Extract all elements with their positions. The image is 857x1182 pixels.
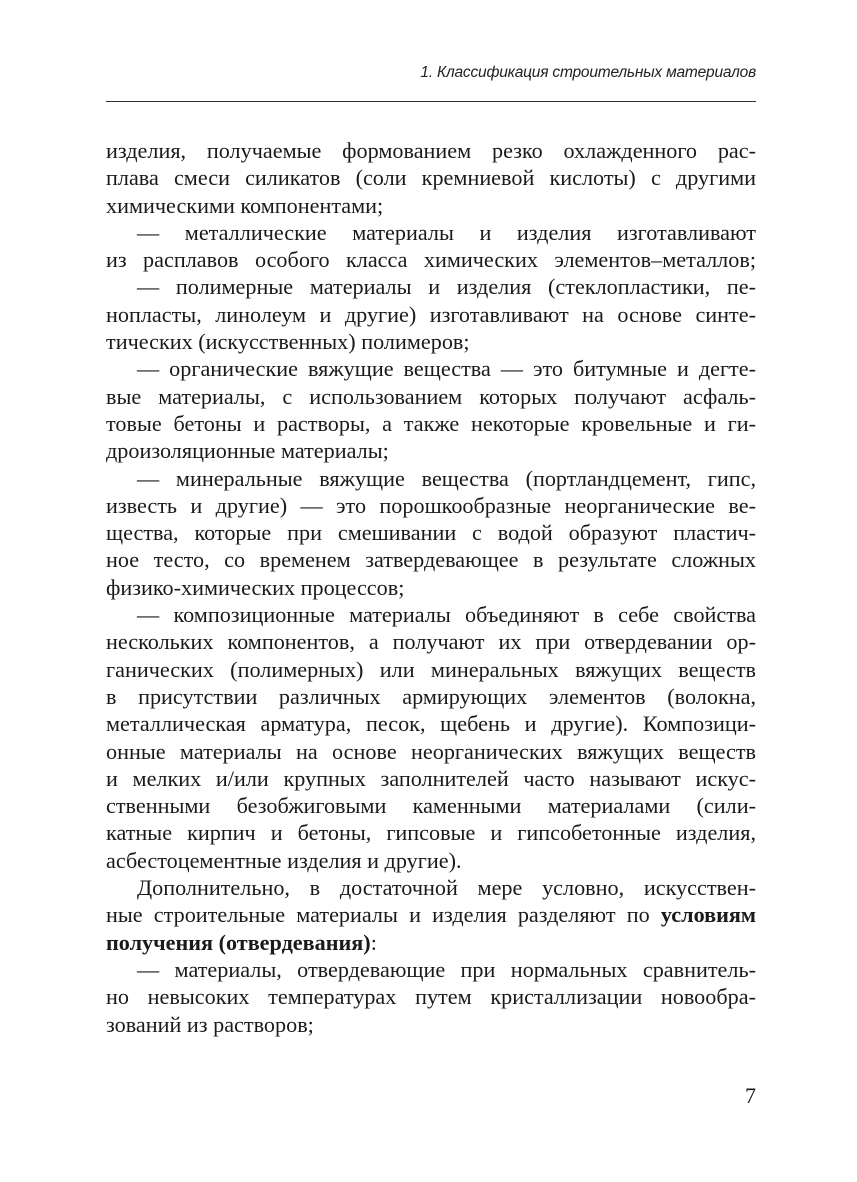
text-line: и мелких и/или крупных заполнителей часто называют искус- [106,765,756,791]
bold-term: получения (отвердевания) [106,929,371,955]
text-line: онные материалы на основе неорганических вяжущих веществ [106,738,756,764]
text-line: плава смеси силикатов (соли кремниевой кислоты) с другими [106,165,756,191]
body-text [106,137,756,1038]
text-line: изделия, получаемые формованием резко охлажденного рас- [106,138,756,163]
text-line: металлическая арматура, песок, щебень и другие). Композици- [106,711,756,737]
text-line: — полимерные материалы и изделия (стеклопластики, пе- [137,274,756,300]
text-run: : [370,929,377,955]
page-number: 7 [745,1083,756,1108]
text-line: вые материалы, с использованием которых получают асфаль- [106,383,756,409]
text-line: тических (искусственных) полимеров; [106,329,470,355]
text-run: ные строительные материалы и изделия разделяют по [106,902,661,928]
text-line: катные кирпич и бетоны, гипсовые и гипсобетонные изделия, [106,820,756,846]
text-line: зований из растворов; [106,1011,314,1037]
text-line: ное тесто, со временем затвердевающее в результате сложных [106,547,756,573]
text-line: товые бетоны и растворы, а также некоторые кровельные и ги- [106,410,756,436]
running-head: 1. Классификация строительных материалов [420,64,756,81]
text-line: — органические вяжущие вещества — это битумные и дегте- [137,356,756,382]
paragraph [106,137,756,219]
text-line: щества, которые при смешивании с водой образуют пластич- [106,520,756,546]
paragraph [106,601,756,874]
text-line: химическими компонентами; [106,192,384,218]
paragraph [106,465,756,601]
paragraph [106,219,756,274]
text-line: — композиционные материалы объединяют в себе свойства [137,602,756,628]
text-line: — металлические материалы и изделия изготавливают [137,219,756,245]
text-line: Дополнительно, в достаточной мере условно, искусствен- [137,875,756,901]
text-line: дроизоляционные материалы; [106,438,389,464]
paragraph [106,874,756,956]
text-line: физико-химических процессов; [106,574,405,600]
text-line: — материалы, отвердевающие при нормальных сравнитель- [137,956,756,982]
text-line: из расплавов особого класса химических элементов–металлов; [106,247,756,273]
paragraph [106,956,756,1038]
text-line [106,901,756,928]
text-line: нескольких компонентов, а получают их при отвердевании ор- [106,629,756,655]
text-line: ственными безобжиговыми каменными материалами (сили- [106,793,756,819]
bold-term: условиям [660,902,756,928]
text-line: но невысоких температурах путем кристаллизации новообра- [106,984,756,1010]
text-line: в присутствии различных армирующих элементов (волокна, [106,683,756,709]
text-line: асбестоцементные изделия и другие). [106,847,462,873]
paragraph [106,355,756,464]
text-line: ганических (полимерных) или минеральных вяжущих веществ [106,656,756,682]
text-line: известь и другие) — это порошкообразные неорганические ве- [106,492,756,518]
header-rule [106,101,756,102]
text-line [106,929,756,956]
paragraph [106,273,756,355]
text-line: — минеральные вяжущие вещества (портландцемент, гипс, [137,465,756,491]
text-line: нопласты, линолеум и другие) изготавливают на основе синте- [106,301,756,327]
